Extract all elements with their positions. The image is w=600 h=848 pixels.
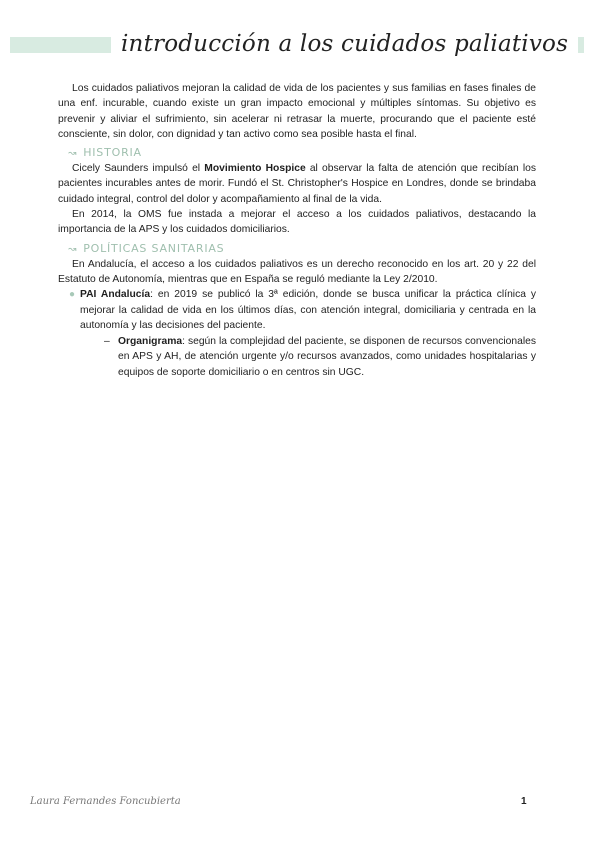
organigrama-term: Organigrama: [118, 336, 183, 348]
dash-bullet-icon: –: [104, 336, 110, 348]
document-body: [58, 81, 536, 380]
text-run: : según la complejidad del paciente, se disponen de recursos convencionales en APS y AH, de atención urgente y/o recursos avanzados, como unidades hospitalarias y equipos de soporte domiciliario o en centros sin UGC.: [118, 336, 536, 378]
curly-arrow-icon: ↝: [68, 243, 78, 255]
bullet-dot-icon: ●: [69, 289, 76, 301]
list-item-organigrama: [58, 334, 536, 380]
historia-paragraph-2: En 2014, la OMS fue instada a mejorar el acceso a los cuidados paliativos, destacando la importancia de la APS y los cuidados domiciliarios.: [58, 209, 536, 236]
page-title: introducción a los cuidados paliativos: [111, 28, 578, 60]
list-item-pai: [58, 287, 536, 333]
politicas-paragraph-1: En Andalucía, el acceso a los cuidados paliativos es un derecho reconocido en los art. 20 y 22 del Estatuto de Autonomía, mientras que en España se reguló mediante la Ley 2/2010.: [58, 258, 536, 285]
footer-author: Laura Fernandes Foncubierta: [30, 796, 181, 807]
curly-arrow-icon: ↝: [68, 148, 78, 160]
text-run: al observar la falta de atención que recibían los pacientes incurables antes de morir. Fundó el St. Christopher's Hospice en Londres, donde se brindaba cuidado integral, control del dolor y acompañamiento al final de la vida.: [58, 163, 536, 205]
text-run: Cicely Saunders impulsó el: [72, 163, 205, 175]
section-heading-historia: [68, 146, 536, 160]
text-run: : en 2019 se publicó la 3ª edición, donde se busca unificar la práctica clínica y mejorar la calidad de vida en los últimos días, con atención integral, domiciliaria y centrada en la autonomía y las decisiones del paciente.: [80, 289, 537, 331]
historia-heading-label: HISTORIA: [83, 146, 142, 160]
section-heading-politicas: [68, 242, 536, 256]
pai-andalucia-term: PAI Andalucía: [80, 289, 151, 301]
movimiento-hospice-term: Movimiento Hospice: [204, 163, 306, 175]
historia-paragraph-1: [58, 161, 536, 207]
page-number: 1: [521, 796, 527, 807]
intro-paragraph: Los cuidados paliativos mejoran la calidad de vida de los pacientes y sus familias en fases finales de una enf. incurable, cuando existe un gran impacto emocional y múltiples síntomas. Su objetivo es prevenir y aliviar el sufrimiento, sin acelerar ni retrasar la muerte, procurando que el paciente esté consciente, sin dolor, con dignidad y tan activo como sea posible hasta el final.: [58, 83, 536, 140]
politicas-heading-label: POLÍTICAS SANITARIAS: [83, 241, 225, 255]
